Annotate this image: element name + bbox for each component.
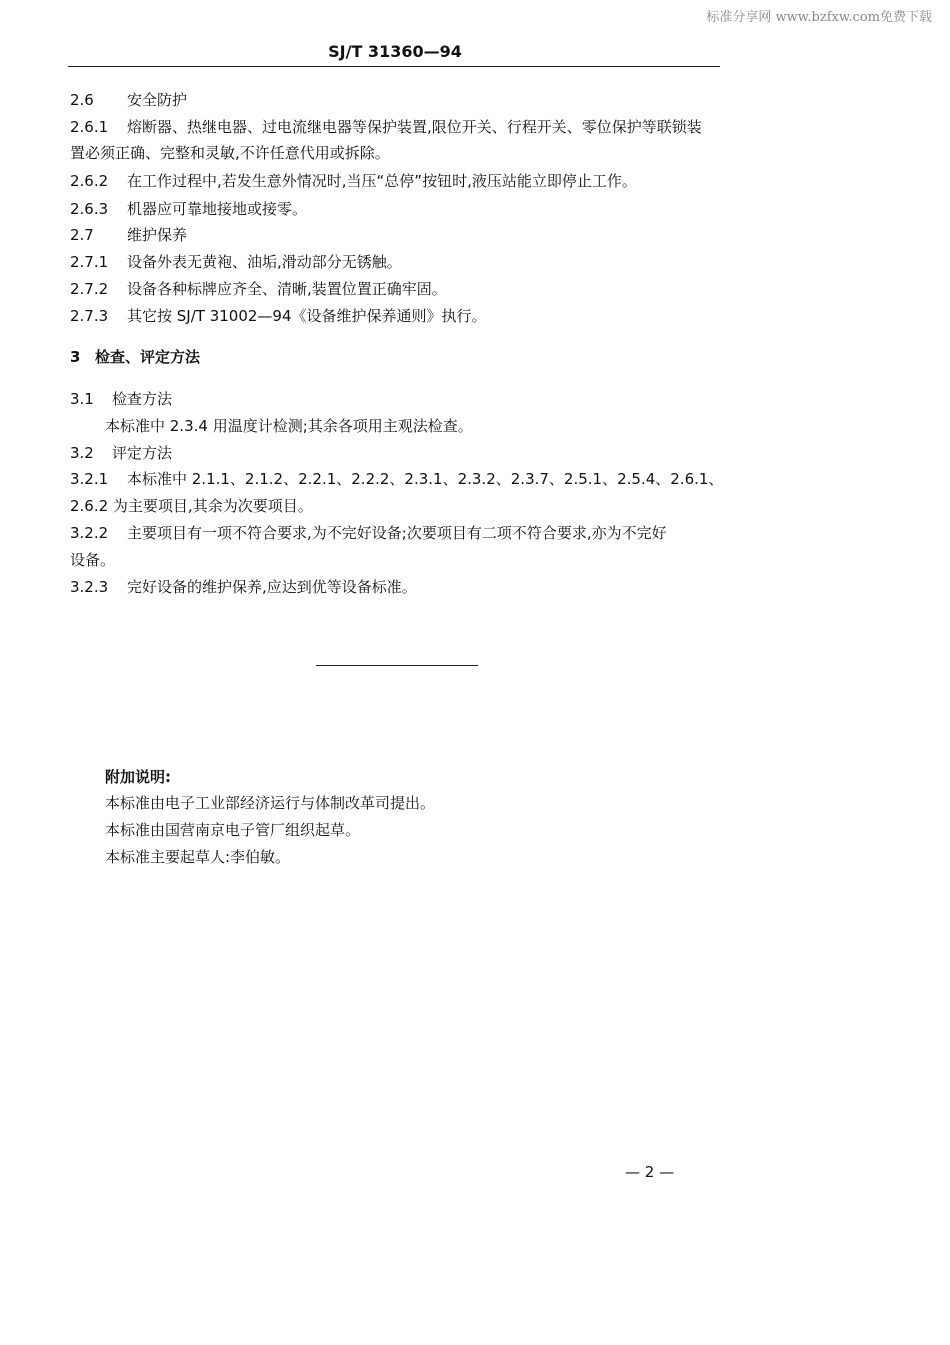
section-number: 3.2 [70,444,94,462]
standard-code: SJ/T 31360—94 [328,42,462,61]
section-title: 维护保养 [127,226,188,244]
section-title: 检查、评定方法 [95,348,201,366]
section-3-heading [70,347,200,367]
section-title: 评定方法 [112,444,173,462]
watermark-text: 标准分享网 www.bzfxw.com免费下载 [706,10,932,25]
clause-text: 在工作过程中,若发生意外情况时,当压“总停”按钮时,液压站能立即停止工作。 [127,172,637,190]
clause-3-2-1-continued: 2.6.2 为主要项目,其余为次要项目。 [70,497,313,515]
clause-number: 2.6.1 [70,118,109,136]
section-2-7-heading [70,225,187,245]
end-rule [316,665,478,666]
clause-number: 3.2.3 [70,578,109,596]
clause-2-6-3 [70,199,307,219]
clause-text: 熔断器、热继电器、过电流继电器等保护装置,限位开关、行程开关、零位保护等联锁装 [127,118,702,136]
clause-text: 完好设备的维护保养,应达到优等设备标准。 [127,578,417,596]
section-number: 2.7 [70,226,94,244]
notes-line-1: 本标准由电子工业部经济运行与体制改革司提出。 [105,794,436,812]
clause-text: 设备各种标牌应齐全、清晰,装置位置正确牢固。 [127,280,447,298]
section-title: 安全防护 [127,91,188,109]
section-number: 3.1 [70,390,94,408]
clause-number: 2.7.2 [70,280,109,298]
notes-line-3: 本标准主要起草人:李伯敏。 [105,848,291,866]
notes-title: 附加说明: [105,768,171,786]
clause-3-2-3 [70,577,417,597]
clause-number: 2.6.3 [70,200,109,218]
clause-number: 3.2.1 [70,470,109,488]
clause-2-7-3 [70,306,487,326]
clause-text: 其它按 SJ/T 31002—94《设备维护保养通则》执行。 [127,307,487,325]
clause-text: 机器应可靠地接地或接零。 [127,200,308,218]
clause-2-7-1 [70,252,402,272]
clause-2-6-2 [70,171,637,191]
notes-line-2: 本标准由国营南京电子管厂组织起草。 [105,821,361,839]
section-title: 检查方法 [112,390,173,408]
header-rule [68,66,720,67]
section-number: 3 [70,348,81,366]
clause-2-6-1-continued: 置必须正确、完整和灵敏,不许任意代用或拆除。 [70,144,390,162]
clause-3-2-2-continued: 设备。 [70,551,116,569]
clause-3-2-2 [70,523,667,543]
clause-text: 本标准中 2.1.1、2.1.2、2.2.1、2.2.2、2.3.1、2.3.2、2.3.7、2.5.1、2.5.4、2.6.1、 [127,470,724,488]
clause-number: 2.7.1 [70,253,109,271]
clause-number: 2.7.3 [70,307,109,325]
section-3-1-body: 本标准中 2.3.4 用温度计检测;其余各项用主观法检查。 [105,417,473,435]
clause-3-2-1 [70,469,723,489]
clause-2-7-2 [70,279,447,299]
clause-number: 3.2.2 [70,524,109,542]
clause-text: 主要项目有一项不符合要求,为不完好设备;次要项目有二项不符合要求,亦为不完好 [127,524,667,542]
clause-text: 设备外表无黄袍、油垢,滑动部分无锈触。 [127,253,402,271]
section-2-6-heading [70,90,187,110]
page-number: — 2 — [625,1163,675,1181]
clause-2-6-1 [70,117,702,137]
section-3-2-heading [70,443,172,463]
section-number: 2.6 [70,91,94,109]
section-3-1-heading [70,389,172,409]
clause-number: 2.6.2 [70,172,109,190]
